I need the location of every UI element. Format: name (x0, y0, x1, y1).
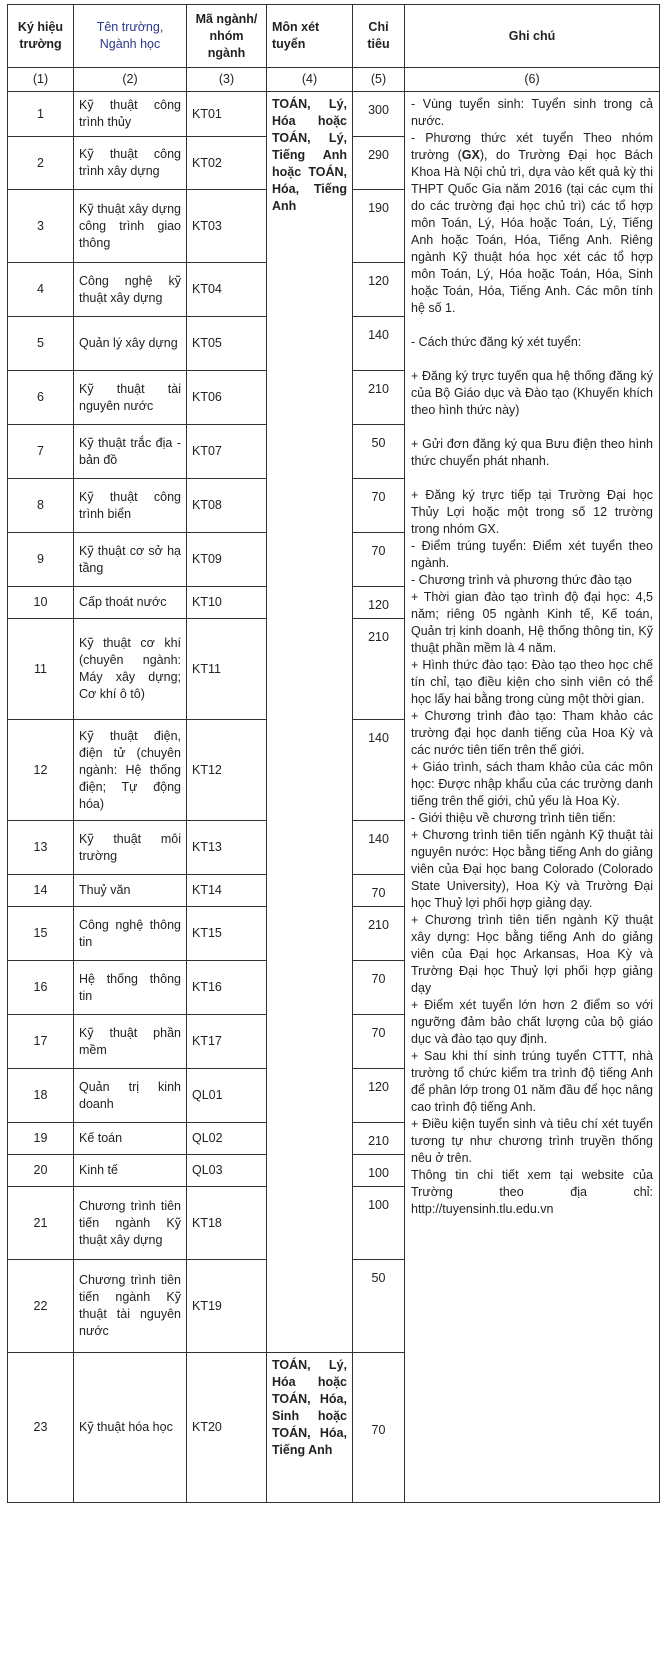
row-number: 12 (8, 720, 74, 821)
major-name: Quản lý xây dựng (74, 317, 187, 371)
major-name: Công nghệ thông tin (74, 907, 187, 961)
major-code: KT06 (187, 371, 267, 425)
note-text: - Phương thức xét tuyển Theo nhóm trường ( (411, 131, 653, 162)
major-code: KT13 (187, 821, 267, 875)
row-number: 17 (8, 1015, 74, 1069)
row-number: 1 (8, 92, 74, 137)
quota: 140 (353, 821, 405, 875)
note-paragraph: Thông tin chi tiết xem tại website của Trường theo địa chỉ: http://tuyensinh.tlu.edu.vn (411, 1168, 653, 1216)
quota: 70 (353, 479, 405, 533)
quota: 120 (353, 263, 405, 317)
quota: 70 (353, 875, 405, 907)
row-number: 2 (8, 137, 74, 190)
major-code: KT16 (187, 961, 267, 1015)
index-cell: (3) (187, 68, 267, 92)
quota: 140 (353, 317, 405, 371)
major-code: KT14 (187, 875, 267, 907)
quota: 210 (353, 907, 405, 961)
major-name: Kỹ thuật phần mềm (74, 1015, 187, 1069)
row-number: 5 (8, 317, 74, 371)
major-name: Kỹ thuật môi trường (74, 821, 187, 875)
subjects-cell: TOÁN, Lý, Hóa hoặc TOÁN, Lý, Tiếng Anh hoặc TOÁN, Hóa, Tiếng Anh (267, 92, 353, 1353)
quota: 100 (353, 1155, 405, 1187)
header-row (8, 5, 660, 68)
note-paragraph: + Gửi đơn đăng ký qua Bưu điện theo hình thức chuyển phát nhanh. (411, 437, 653, 468)
major-name: Quản trị kinh doanh (74, 1069, 187, 1123)
quota: 70 (353, 1015, 405, 1069)
quota: 120 (353, 1069, 405, 1123)
major-code: KT19 (187, 1260, 267, 1353)
note-paragraph: - Giới thiệu về chương trình tiên tiến: (411, 811, 616, 825)
major-name: Kỹ thuật cơ khí (chuyên ngành: Máy xây dựng; Cơ khí ô tô) (74, 619, 187, 720)
major-code: KT17 (187, 1015, 267, 1069)
row-number: 7 (8, 425, 74, 479)
index-row (8, 68, 660, 92)
note-paragraph: + Chương trình tiên tiến ngành Kỹ thuật xây dựng: Học bằng tiếng Anh do giảng viên của Đại học Arkansas, Hoa Kỳ và Trường Đại học Thuỷ lợi phối hợp giảng dạy (411, 913, 653, 995)
major-code: KT03 (187, 190, 267, 263)
row-number: 23 (8, 1353, 74, 1503)
major-code: QL03 (187, 1155, 267, 1187)
major-code: KT10 (187, 587, 267, 619)
major-name: Hệ thống thông tin (74, 961, 187, 1015)
major-code: QL02 (187, 1123, 267, 1155)
major-name: Chương trình tiên tiến ngành Kỹ thuật xây dựng (74, 1187, 187, 1260)
major-name: Kỹ thuật công trình thủy (74, 92, 187, 137)
major-code: KT04 (187, 263, 267, 317)
quota: 50 (353, 425, 405, 479)
header-quota: Chỉ tiêu (353, 5, 405, 68)
note-paragraph: + Sau khi thí sinh trúng tuyển CTTT, nhà trường tổ chức kiểm tra trình độ tiếng Anh để phân lớp trong 01 năm đầu để học nâng cao trình độ tiếng Anh. (411, 1049, 653, 1114)
quota: 210 (353, 371, 405, 425)
header-notes: Ghi chú (405, 5, 660, 68)
index-cell: (1) (8, 68, 74, 92)
major-code: KT08 (187, 479, 267, 533)
major-name: Kỹ thuật trắc địa - bản đồ (74, 425, 187, 479)
major-name: Kinh tế (74, 1155, 187, 1187)
major-code: KT07 (187, 425, 267, 479)
header-school-code: Ký hiệu trường (8, 5, 74, 68)
quota: 210 (353, 619, 405, 720)
major-code: KT02 (187, 137, 267, 190)
major-name: Kỹ thuật công trình xây dựng (74, 137, 187, 190)
note-paragraph: + Điểm xét tuyển lớn hơn 2 điểm so với ngưỡng đảm bảo chất lượng của bộ giáo dục và đào tạo quy định. (411, 998, 653, 1046)
note-paragraph: + Chương trình tiên tiến ngành Kỹ thuật tài nguyên nước: Học bằng tiếng Anh do giảng viên của Đại học bang Colorado (Colorado State University), Hoa Kỳ và Trường Đại học Thuỷ lợi phối hợp giảng dạy. (411, 828, 653, 910)
major-code: KT20 (187, 1353, 267, 1503)
major-name: Kỹ thuật xây dựng công trình giao thông (74, 190, 187, 263)
row-number: 4 (8, 263, 74, 317)
note-text: ), do Trường Đại học Bách Khoa Hà Nội chủ trì, dựa vào kết quả kỳ thi THPT Quốc Gia năm 2016 (tại các cụm thi do các trường đại học chủ trì) các tổ hợp môn Toán, Lý, Hóa hoặc Toán, Lý, Tiếng Anh hoặc Toán, Hóa, Tiếng Anh. Riêng ngành Kỹ thuật hóa học xét các tổ hợp môn Toán, Lý, Hóa hoặc Toán, Hóa, Sinh hoặc Toán, Hóa, Tiếng Anh. Các môn tính hệ số 1. (411, 148, 653, 315)
note-paragraph: + Đăng ký trực tuyến qua hệ thống đăng ký của Bộ Giáo dục và Đào tạo (Khuyến khích theo hình thức này) (411, 369, 653, 417)
major-name: Thuỷ văn (74, 875, 187, 907)
note-bold-text: GX (461, 148, 480, 162)
header-school-name-line2: Ngành học (99, 37, 161, 51)
note-paragraph: + Giáo trình, sách tham khảo của các môn học: Được nhập khẩu của các trường danh tiếng trên thế giới, chủ yếu là Hoa Kỳ. (411, 760, 653, 808)
major-code: QL01 (187, 1069, 267, 1123)
admissions-table (7, 4, 660, 1503)
row-number: 21 (8, 1187, 74, 1260)
quota: 300 (353, 92, 405, 137)
major-code: KT12 (187, 720, 267, 821)
row-number: 9 (8, 533, 74, 587)
row-number: 3 (8, 190, 74, 263)
header-subjects: Môn xét tuyển (267, 5, 353, 68)
header-school-name-line1: Tên trường, (96, 20, 164, 34)
row-number: 18 (8, 1069, 74, 1123)
major-code: KT09 (187, 533, 267, 587)
quota: 70 (353, 961, 405, 1015)
table-row (8, 92, 660, 137)
note-paragraph: + Đăng ký trực tiếp tại Trường Đại học Thủy Lợi hoặc một trong số 12 trường trong nhóm GX. (411, 488, 653, 536)
note-paragraph: - Chương trình và phương thức đào tạo (411, 573, 632, 587)
major-name: Kỹ thuật hóa học (74, 1353, 187, 1503)
note-paragraph: + Thời gian đào tạo trình độ đại học: 4,5 năm; riêng 05 ngành Kinh tế, Kế toán, Quản trị kinh doanh, Hệ thống thông tin, Kỹ thuật phần mềm là 4 năm. (411, 590, 653, 655)
major-name: Công nghệ kỹ thuật xây dựng (74, 263, 187, 317)
row-number: 11 (8, 619, 74, 720)
major-name: Kỹ thuật tài nguyên nước (74, 371, 187, 425)
index-cell: (2) (74, 68, 187, 92)
quota: 140 (353, 720, 405, 821)
row-number: 6 (8, 371, 74, 425)
row-number: 20 (8, 1155, 74, 1187)
major-name: Kỹ thuật công trình biển (74, 479, 187, 533)
subjects-cell: TOÁN, Lý, Hóa hoặc TOÁN, Hóa, Sinh hoặc TOÁN, Hóa, Tiếng Anh (267, 1353, 353, 1503)
major-name: Cấp thoát nước (74, 587, 187, 619)
major-code: KT18 (187, 1187, 267, 1260)
row-number: 13 (8, 821, 74, 875)
note-paragraph: + Chương trình đào tạo: Tham khảo các trường đại học danh tiếng của Hoa Kỳ và các nước tiên tiến trên thế giới. (411, 709, 653, 757)
index-cell: (4) (267, 68, 353, 92)
row-number: 14 (8, 875, 74, 907)
row-number: 19 (8, 1123, 74, 1155)
header-major-code: Mã ngành/ nhóm ngành (187, 5, 267, 68)
note-paragraph: - Vùng tuyển sinh: Tuyển sinh trong cả nước. (411, 97, 653, 128)
quota: 100 (353, 1187, 405, 1260)
major-code: KT15 (187, 907, 267, 961)
note-paragraph: - Cách thức đăng ký xét tuyển: (411, 335, 582, 349)
note-paragraph: + Hình thức đào tạo: Đào tạo theo học chế tín chỉ, tạo điều kiện cho sinh viên có thể học lấy hai bằng trong cùng một thời gian. (411, 658, 653, 706)
major-name: Kỹ thuật cơ sở hạ tầng (74, 533, 187, 587)
quota: 190 (353, 190, 405, 263)
major-name: Chương trình tiên tiến ngành Kỹ thuật tài nguyên nước (74, 1260, 187, 1353)
row-number: 16 (8, 961, 74, 1015)
row-number: 8 (8, 479, 74, 533)
major-name: Kỹ thuật điện, điện tử (chuyên ngành: Hệ thống điện; Tự động hóa) (74, 720, 187, 821)
major-name: Kế toán (74, 1123, 187, 1155)
row-number: 10 (8, 587, 74, 619)
note-paragraph (411, 130, 653, 317)
row-number: 15 (8, 907, 74, 961)
note-paragraph: - Điểm trúng tuyển: Điểm xét tuyển theo ngành. (411, 539, 653, 570)
quota: 70 (353, 1353, 405, 1503)
major-code: KT11 (187, 619, 267, 720)
header-school-name (74, 5, 187, 68)
quota: 50 (353, 1260, 405, 1353)
index-cell: (6) (405, 68, 660, 92)
major-code: KT05 (187, 317, 267, 371)
quota: 290 (353, 137, 405, 190)
quota: 210 (353, 1123, 405, 1155)
index-cell: (5) (353, 68, 405, 92)
notes-cell (405, 92, 660, 1503)
note-paragraph: + Điều kiện tuyển sinh và tiêu chí xét tuyển tương tự như chương trình truyền thống nêu ở trên. (411, 1117, 653, 1165)
quota: 120 (353, 587, 405, 619)
major-code: KT01 (187, 92, 267, 137)
row-number: 22 (8, 1260, 74, 1353)
quota: 70 (353, 533, 405, 587)
